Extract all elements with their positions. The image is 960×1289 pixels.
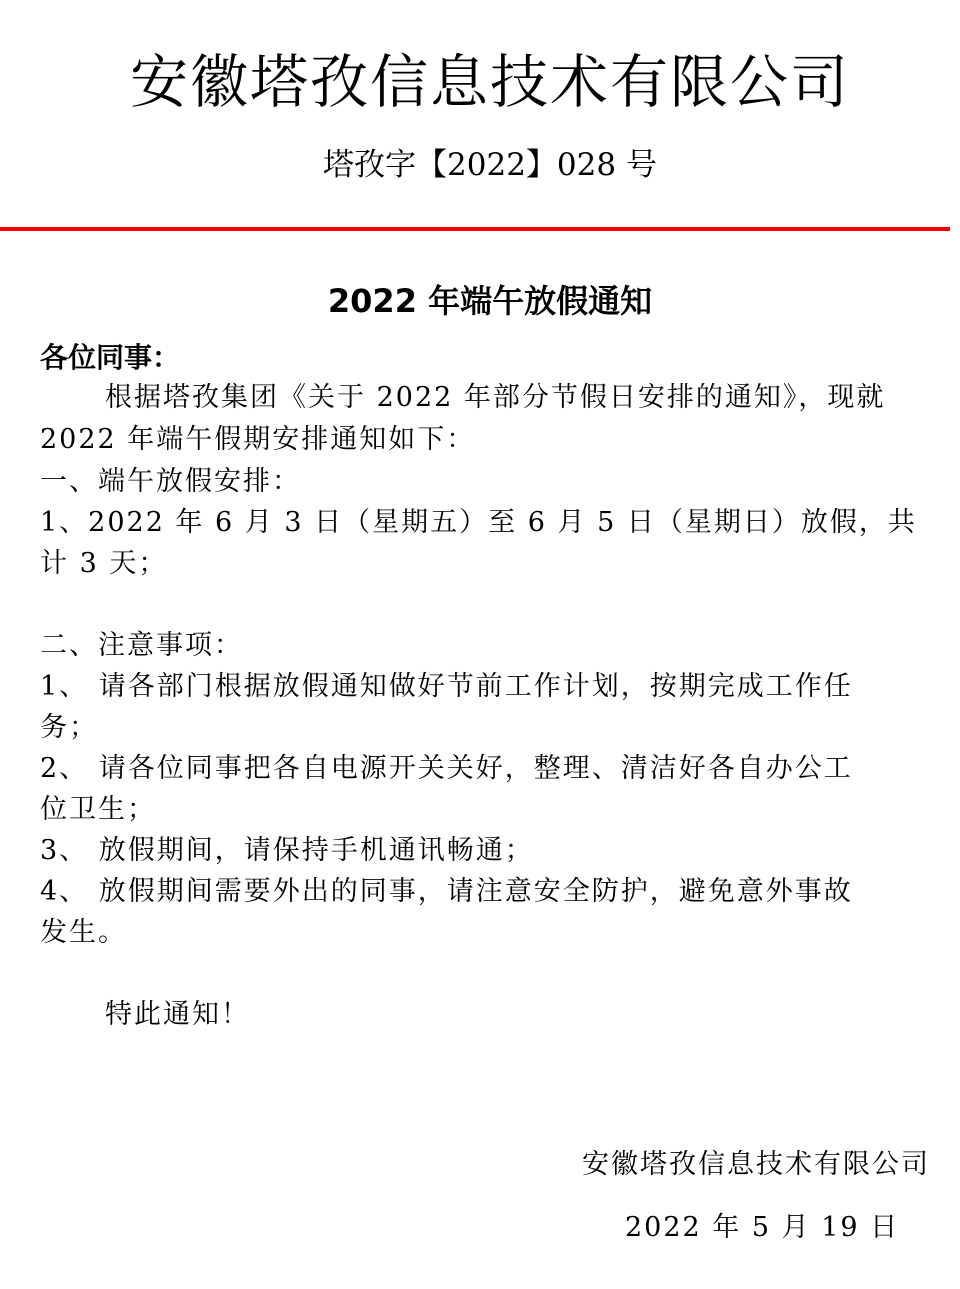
section-2-line-7: 发生。: [40, 917, 127, 948]
signature-company: 安徽塔孜信息技术有限公司: [582, 1149, 930, 1180]
intro-line-1: 根据塔孜集团《关于 2022 年部分节假日安排的通知》，现就: [105, 382, 886, 413]
section-2-heading: 二、注意事项：: [40, 630, 243, 661]
section-2-line-2: 务；: [40, 712, 98, 743]
notice-title: 2022 年端午放假通知: [327, 282, 653, 320]
red-header-rule: [0, 227, 950, 231]
intro-line-2: 2022 年端午假期安排通知如下：: [40, 424, 476, 455]
section-2-line-3: 2、 请各位同事把各自电源开关关好，整理、清洁好各自办公工: [40, 753, 853, 784]
section-2-line-6: 4、 放假期间需要外出的同事，请注意安全防护，避免意外事故: [40, 876, 853, 907]
section-1-line-1: 1、2022 年 6 月 3 日（星期五）至 6 月 5 日（星期日）放假，共: [40, 507, 917, 538]
section-1-line-2: 计 3 天；: [40, 548, 168, 579]
section-1-heading: 一、端午放假安排：: [40, 466, 301, 497]
section-2-line-1: 1、 请各部门根据放假通知做好节前工作计划，按期完成工作任: [40, 671, 853, 702]
company-title: 安徽塔孜信息技术有限公司: [129, 48, 850, 116]
salutation: 各位同事：: [40, 341, 181, 374]
section-2-line-4: 位卫生；: [40, 794, 156, 825]
section-2-line-5: 3、 放假期间，请保持手机通讯畅通；: [40, 835, 534, 866]
signature-date: 2022 年 5 月 19 日: [625, 1212, 900, 1243]
document-number: 塔孜字【2022】028 号: [323, 147, 657, 183]
closing-text: 特此通知！: [105, 999, 250, 1030]
